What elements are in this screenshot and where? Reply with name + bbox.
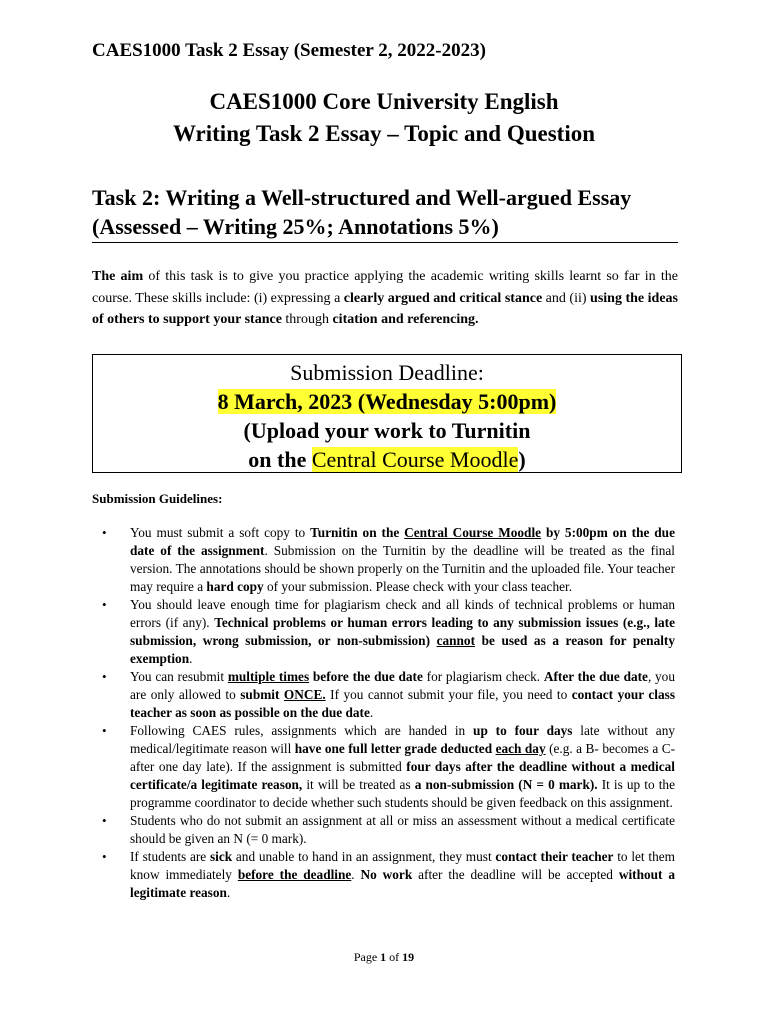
text: before the deadline bbox=[237, 867, 352, 882]
text: If you cannot submit your file, you need to bbox=[325, 687, 572, 702]
footer-page-word: Page bbox=[353, 950, 381, 964]
text: for plagiarism check. bbox=[422, 669, 544, 684]
text: cannot bbox=[436, 633, 476, 648]
text: Following CAES rules, assignments which are handed in bbox=[130, 723, 474, 738]
aim-label: The aim bbox=[92, 269, 144, 284]
text: . bbox=[351, 867, 361, 882]
text: multiple times bbox=[227, 669, 310, 684]
text: You can resubmit bbox=[130, 669, 228, 684]
list-item bbox=[92, 812, 675, 848]
text: It is up to the programme coordinator to decide whether such students should be given feedback on this assignment. bbox=[130, 777, 675, 810]
text: have one full letter grade deducted bbox=[294, 741, 496, 756]
task-heading-line-1: Task 2: Writing a Well-structured and Well-argued Essay bbox=[92, 185, 632, 210]
text: . bbox=[226, 885, 231, 900]
aim-text: of this task is to give you practice applying the academic writing skills learnt so far in the course. These skills include: (i) expressing a bbox=[92, 269, 679, 306]
aim-citation: citation and referencing. bbox=[332, 312, 479, 327]
text: , you are only allowed to bbox=[130, 669, 675, 702]
list-item bbox=[92, 524, 675, 596]
text: hard copy bbox=[206, 579, 264, 594]
deadline-date: 8 March, 2023 (Wednesday 5:00pm) bbox=[217, 389, 557, 414]
deadline-on-the: on the bbox=[248, 447, 312, 472]
text: Central Course Moodle bbox=[404, 525, 542, 540]
aim-text: and (ii) bbox=[542, 290, 591, 306]
text: and unable to hand in an assignment, they must bbox=[232, 849, 496, 864]
list-item bbox=[92, 596, 675, 668]
text: without a legitimate reason bbox=[130, 867, 675, 900]
guidelines-heading: Submission Guidelines: bbox=[92, 491, 223, 506]
text: by 5:00pm on the due date of the assignment bbox=[130, 525, 675, 558]
text: . Submission on the Turnitin by the deadline will be treated as the final version. The annotations should be shown properly on the Turnitin and the uploaded file. Your teacher may require a bbox=[130, 543, 676, 594]
submission-deadline-box bbox=[92, 354, 682, 473]
text: sick bbox=[209, 849, 233, 864]
text: ONCE. bbox=[283, 687, 326, 702]
running-header: CAES1000 Task 2 Essay (Semester 2, 2022-2023) bbox=[92, 40, 486, 61]
text: Students who do not submit an assignment at all or miss an assessment without a medical certificate should be given an N (= 0 mark). bbox=[130, 813, 675, 846]
text: Turnitin on the bbox=[310, 525, 405, 540]
deadline-heading: Submission Deadline: bbox=[290, 360, 484, 385]
text: to let them know immediately bbox=[130, 849, 675, 882]
footer-of-word: of bbox=[386, 950, 403, 964]
text: No work bbox=[360, 867, 413, 882]
aim-paragraph bbox=[92, 266, 678, 331]
aim-stance: clearly argued and critical stance bbox=[343, 290, 543, 306]
total-page-count: 19 bbox=[402, 950, 415, 964]
text: contact your class teacher as soon as possible on the due date bbox=[130, 687, 675, 720]
text: After the due date bbox=[543, 669, 648, 684]
text: of your submission. Please check with your class teacher. bbox=[263, 579, 573, 594]
list-item bbox=[92, 722, 675, 812]
task-heading-line-2: (Assessed – Writing 25%; Annotations 5%) bbox=[92, 214, 499, 239]
heading-divider bbox=[92, 242, 678, 243]
current-page-number: 1 bbox=[380, 950, 387, 964]
document-title-line-2: Writing Task 2 Essay – Topic and Question bbox=[172, 121, 596, 146]
deadline-upload: (Upload your work to Turnitin bbox=[243, 418, 531, 443]
document-title-line-1: CAES1000 Core University English bbox=[209, 89, 559, 114]
text: If students are bbox=[130, 849, 210, 864]
text: be used as a reason for penalty exemption bbox=[130, 633, 675, 666]
text: it will be treated as bbox=[302, 777, 415, 792]
text: a non-submission (N = 0 mark). bbox=[414, 777, 598, 792]
list-item bbox=[92, 668, 675, 722]
deadline-moodle: Central Course Moodle bbox=[311, 447, 519, 472]
deadline-moodle-line bbox=[93, 445, 681, 474]
page-footer bbox=[0, 950, 768, 965]
text: contact their teacher bbox=[495, 849, 614, 864]
list-item bbox=[92, 848, 675, 902]
text: four days after the deadline without a medical certificate/a legitimate reason, bbox=[130, 759, 675, 792]
text: submit bbox=[240, 687, 284, 702]
text: . bbox=[369, 705, 374, 720]
guidelines-list bbox=[92, 524, 675, 902]
aim-text: through bbox=[281, 312, 333, 327]
aim-ideas: using the ideas of others to support your stance bbox=[92, 290, 678, 327]
text: up to four days bbox=[473, 723, 573, 738]
text: (e.g. a B- becomes a C- after one day late). If the assignment is submitted bbox=[130, 741, 675, 774]
text: before the due date bbox=[309, 669, 423, 684]
text: late without any medical/legitimate reason will bbox=[130, 723, 676, 756]
text: each day bbox=[495, 741, 546, 756]
text: after the deadline will be accepted bbox=[412, 867, 619, 882]
text: Technical problems or human errors leading to any submission issues (e.g., late submission, wrong submission, or non-submission) bbox=[130, 615, 676, 648]
text: . bbox=[189, 651, 193, 666]
text: You should leave enough time for plagiarism check and all kinds of technical problems or human errors (if any). bbox=[130, 597, 675, 630]
text: You must submit a soft copy to bbox=[130, 525, 311, 540]
deadline-close: ) bbox=[518, 447, 526, 472]
deadline-date-line bbox=[93, 387, 681, 416]
